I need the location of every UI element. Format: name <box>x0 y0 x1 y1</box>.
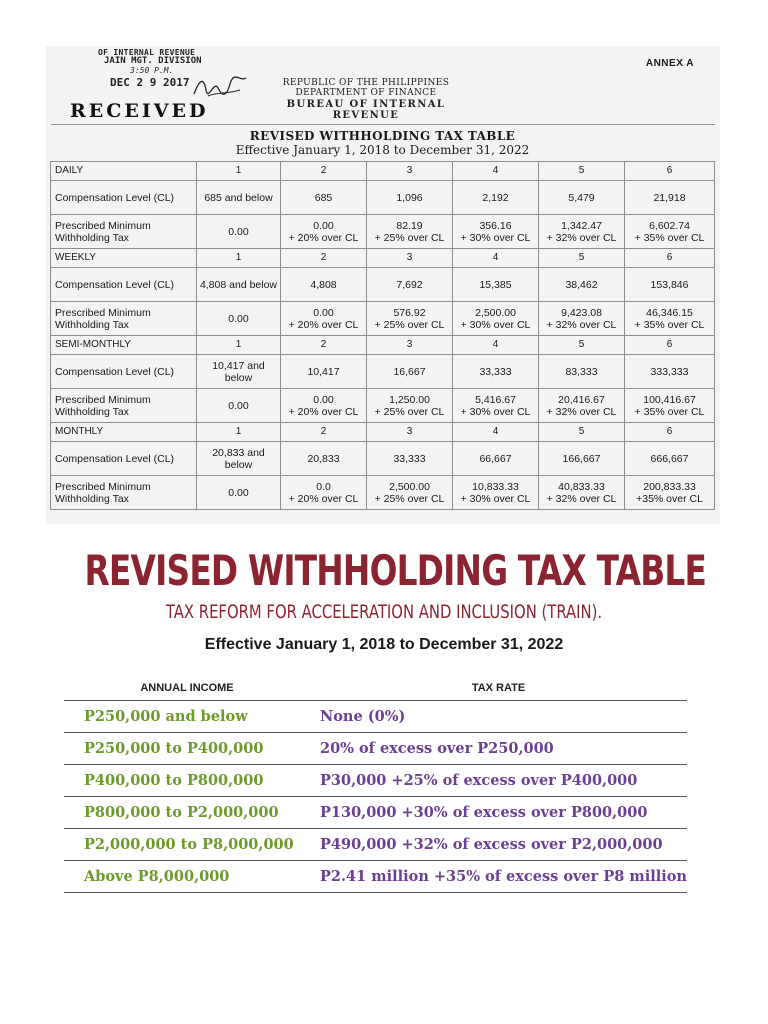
column-number: 6 <box>625 423 715 442</box>
column-number: 2 <box>281 336 367 355</box>
cl-value: 685 <box>281 181 367 215</box>
tax-amount: 0.00 <box>313 306 334 319</box>
rate-over-cl: + 35% over CL <box>634 405 705 418</box>
tax-amount: 0.00 <box>313 393 334 406</box>
annual-income-cell: P2,000,000 to P8,000,000 <box>64 829 310 861</box>
column-number: 4 <box>453 162 539 181</box>
pmt-label-line-2: Withholding Tax <box>55 492 129 505</box>
cl-value: 16,667 <box>367 355 453 389</box>
pmt-label-line-1: Prescribed Minimum <box>55 480 151 493</box>
received-stamp <box>70 48 260 120</box>
tax-rate-cell: 20% of excess over P250,000 <box>310 733 687 765</box>
pmt-value <box>625 389 715 423</box>
cl-value: 1,096 <box>367 181 453 215</box>
pmt-label <box>51 476 197 510</box>
cl-value: 83,333 <box>539 355 625 389</box>
compensation-level-row <box>51 268 715 302</box>
pmt-value <box>539 476 625 510</box>
column-number: 3 <box>367 336 453 355</box>
tax-amount: 5,416.67 <box>475 393 516 406</box>
pmt-value <box>197 302 281 336</box>
pmt-value <box>197 476 281 510</box>
stamp-line-3: 3:50 P.M. <box>130 66 174 75</box>
annual-income-cell: P250,000 to P400,000 <box>64 733 310 765</box>
cl-value: 7,692 <box>367 268 453 302</box>
cl-label: Compensation Level (CL) <box>51 355 197 389</box>
rate-over-cl: + 25% over CL <box>374 405 445 418</box>
tax-amount: 0.00 <box>313 219 334 232</box>
tax-amount: 40,833.33 <box>558 480 605 493</box>
cl-value: 10,417 and below <box>197 355 281 389</box>
section-name: MONTHLY <box>51 423 197 442</box>
rate-over-cl: + 25% over CL <box>374 492 445 505</box>
pmt-value <box>367 215 453 249</box>
cl-value: 153,846 <box>625 268 715 302</box>
header-tax-rate: TAX RATE <box>310 676 687 701</box>
pmt-value <box>625 302 715 336</box>
tax-amount: 46,346.15 <box>646 306 693 319</box>
column-number: 5 <box>539 423 625 442</box>
header-annual-income: ANNUAL INCOME <box>64 676 310 701</box>
tax-amount: 2,500.00 <box>389 480 430 493</box>
column-number: 1 <box>197 336 281 355</box>
tax-amount: 0.00 <box>228 486 249 499</box>
withholding-tax-row <box>51 389 715 423</box>
tax-amount: 1,250.00 <box>389 393 430 406</box>
section-name: SEMI-MONTHLY <box>51 336 197 355</box>
column-number: 4 <box>453 249 539 268</box>
tax-amount: 576.92 <box>393 306 426 319</box>
column-number: 1 <box>197 249 281 268</box>
rate-over-cl: + 25% over CL <box>374 231 445 244</box>
cl-value: 10,417 <box>281 355 367 389</box>
annual-income-cell: P800,000 to P2,000,000 <box>64 797 310 829</box>
annex-label: ANNEX A <box>645 58 694 69</box>
tax-amount: 200,833.33 <box>643 480 696 493</box>
tax-amount: 6,602.74 <box>649 219 690 232</box>
cl-label: Compensation Level (CL) <box>51 181 197 215</box>
compensation-level-row <box>51 442 715 476</box>
pmt-label-line-2: Withholding Tax <box>55 318 129 331</box>
column-number: 2 <box>281 423 367 442</box>
pmt-value <box>625 476 715 510</box>
compensation-level-row <box>51 181 715 215</box>
tax-rate-cell: P2.41 million +35% of excess over P8 million <box>310 861 687 893</box>
cl-value: 4,808 <box>281 268 367 302</box>
section-name: WEEKLY <box>51 249 197 268</box>
column-number: 4 <box>453 336 539 355</box>
rate-over-cl: + 32% over CL <box>546 231 617 244</box>
rate-over-cl: + 25% over CL <box>374 318 445 331</box>
pmt-value <box>539 215 625 249</box>
cl-value: 66,667 <box>453 442 539 476</box>
pmt-value <box>281 389 367 423</box>
tax-amount: 0.0 <box>316 480 331 493</box>
rate-over-cl: + 32% over CL <box>546 405 617 418</box>
annual-income-cell: P400,000 to P800,000 <box>64 765 310 797</box>
withholding-tax-table <box>50 124 715 510</box>
pmt-label <box>51 215 197 249</box>
compensation-level-row <box>51 355 715 389</box>
rate-over-cl: + 35% over CL <box>634 318 705 331</box>
government-header <box>266 78 466 121</box>
section-name: DAILY <box>51 162 197 181</box>
infographic-subtitle: TAX REFORM FOR ACCELERATION AND INCLUSION (TRAIN). <box>165 601 603 623</box>
rate-over-cl: + 30% over CL <box>460 405 531 418</box>
pmt-value <box>453 302 539 336</box>
rate-over-cl: + 32% over CL <box>546 492 617 505</box>
gov-bureau: BUREAU OF INTERNAL REVENUE <box>286 99 446 121</box>
column-number: 2 <box>281 162 367 181</box>
pmt-value <box>367 389 453 423</box>
column-number: 5 <box>539 336 625 355</box>
tax-rate-cell: P30,000 +25% of excess over P400,000 <box>310 765 687 797</box>
withholding-tax-row <box>51 476 715 510</box>
pmt-label <box>51 389 197 423</box>
cl-value: 15,385 <box>453 268 539 302</box>
tax-amount: 9,423.08 <box>561 306 602 319</box>
cl-value: 38,462 <box>539 268 625 302</box>
tax-amount: 1,342.47 <box>561 219 602 232</box>
table-row <box>64 861 687 893</box>
column-number: 6 <box>625 249 715 268</box>
table-row <box>64 765 687 797</box>
column-number: 3 <box>367 162 453 181</box>
pmt-value <box>281 302 367 336</box>
cl-label: Compensation Level (CL) <box>51 268 197 302</box>
pmt-label-line-1: Prescribed Minimum <box>55 219 151 232</box>
pmt-label <box>51 302 197 336</box>
cl-value: 20,833 <box>281 442 367 476</box>
tax-amount: 20,416.67 <box>558 393 605 406</box>
tax-amount: 82.19 <box>396 219 423 232</box>
cl-value: 33,333 <box>453 355 539 389</box>
column-number: 3 <box>367 423 453 442</box>
pmt-value <box>197 389 281 423</box>
cl-value: 2,192 <box>453 181 539 215</box>
rate-over-cl: + 20% over CL <box>288 492 359 505</box>
tax-rate-cell: None (0%) <box>310 701 687 733</box>
pmt-value <box>281 215 367 249</box>
cl-value: 5,479 <box>539 181 625 215</box>
column-number: 5 <box>539 162 625 181</box>
rate-over-cl: +35% over CL <box>636 492 703 505</box>
annual-income-cell: Above P8,000,000 <box>64 861 310 893</box>
stamp-date: DEC 2 9 2017 <box>110 76 190 89</box>
table-row <box>64 733 687 765</box>
withholding-tax-row <box>51 302 715 336</box>
rate-over-cl: + 30% over CL <box>460 231 531 244</box>
stamp-received: RECEIVED <box>70 100 209 122</box>
column-number: 5 <box>539 249 625 268</box>
pmt-value <box>197 215 281 249</box>
column-number: 6 <box>625 162 715 181</box>
section-header-row <box>51 249 715 268</box>
pmt-value <box>367 302 453 336</box>
cl-label: Compensation Level (CL) <box>51 442 197 476</box>
cl-value: 685 and below <box>197 181 281 215</box>
rate-over-cl: + 30% over CL <box>460 492 531 505</box>
gov-department: DEPARTMENT OF FINANCE <box>295 88 437 98</box>
pmt-label-line-1: Prescribed Minimum <box>55 306 151 319</box>
rate-over-cl: + 20% over CL <box>288 405 359 418</box>
pmt-label-line-1: Prescribed Minimum <box>55 393 151 406</box>
infographic-title: REVISED WITHHOLDING TAX TABLE <box>84 546 707 595</box>
column-number: 3 <box>367 249 453 268</box>
cl-value: 333,333 <box>625 355 715 389</box>
tax-amount: 0.00 <box>228 225 249 238</box>
scan-effective: Effective January 1, 2018 to December 31, 2022 <box>235 143 530 157</box>
pmt-value <box>453 215 539 249</box>
scan-title: REVISED WITHHOLDING TAX TABLE <box>249 129 516 143</box>
section-header-row <box>51 423 715 442</box>
cl-value: 21,918 <box>625 181 715 215</box>
table-row <box>64 829 687 861</box>
rate-over-cl: + 30% over CL <box>460 318 531 331</box>
column-number: 4 <box>453 423 539 442</box>
tax-rate-cell: P490,000 +32% of excess over P2,000,000 <box>310 829 687 861</box>
stamp-line-1: OF INTERNAL REVENUE <box>98 48 196 57</box>
pmt-value <box>367 476 453 510</box>
tax-rate-cell: P130,000 +30% of excess over P800,000 <box>310 797 687 829</box>
cl-value: 666,667 <box>625 442 715 476</box>
gov-republic: REPUBLIC OF THE PHILIPPINES <box>282 78 450 88</box>
rate-over-cl: + 20% over CL <box>288 231 359 244</box>
tax-amount: 10,833.33 <box>472 480 519 493</box>
pmt-value <box>453 389 539 423</box>
pmt-label-line-2: Withholding Tax <box>55 231 129 244</box>
infographic-effective: Effective January 1, 2018 to December 31, 2022 <box>204 636 564 653</box>
cl-value: 20,833 and below <box>197 442 281 476</box>
section-header-row <box>51 162 715 181</box>
tax-amount: 356.16 <box>479 219 512 232</box>
table-row <box>64 797 687 829</box>
annual-tax-rate-table <box>64 676 687 893</box>
tax-amount: 2,500.00 <box>475 306 516 319</box>
pmt-value <box>453 476 539 510</box>
tax-amount: 0.00 <box>228 312 249 325</box>
withholding-tax-row <box>51 215 715 249</box>
section-header-row <box>51 336 715 355</box>
pmt-value <box>625 215 715 249</box>
cl-value: 166,667 <box>539 442 625 476</box>
column-number: 2 <box>281 249 367 268</box>
cl-value: 33,333 <box>367 442 453 476</box>
signature-icon <box>190 72 250 102</box>
pmt-label-line-2: Withholding Tax <box>55 405 129 418</box>
stamp-line-2: JAIN MGT. DIVISION <box>104 56 202 66</box>
scanned-annex <box>46 46 720 524</box>
tax-amount: 100,416.67 <box>643 393 696 406</box>
annual-income-cell: P250,000 and below <box>64 701 310 733</box>
pmt-value <box>539 389 625 423</box>
column-number: 1 <box>197 423 281 442</box>
table-row <box>64 701 687 733</box>
pmt-value <box>539 302 625 336</box>
cl-value: 4,808 and below <box>197 268 281 302</box>
scan-table-title <box>51 125 715 162</box>
rate-over-cl: + 20% over CL <box>288 318 359 331</box>
rate-over-cl: + 35% over CL <box>634 231 705 244</box>
tax-amount: 0.00 <box>228 399 249 412</box>
rate-over-cl: + 32% over CL <box>546 318 617 331</box>
column-number: 6 <box>625 336 715 355</box>
pmt-value <box>281 476 367 510</box>
column-number: 1 <box>197 162 281 181</box>
